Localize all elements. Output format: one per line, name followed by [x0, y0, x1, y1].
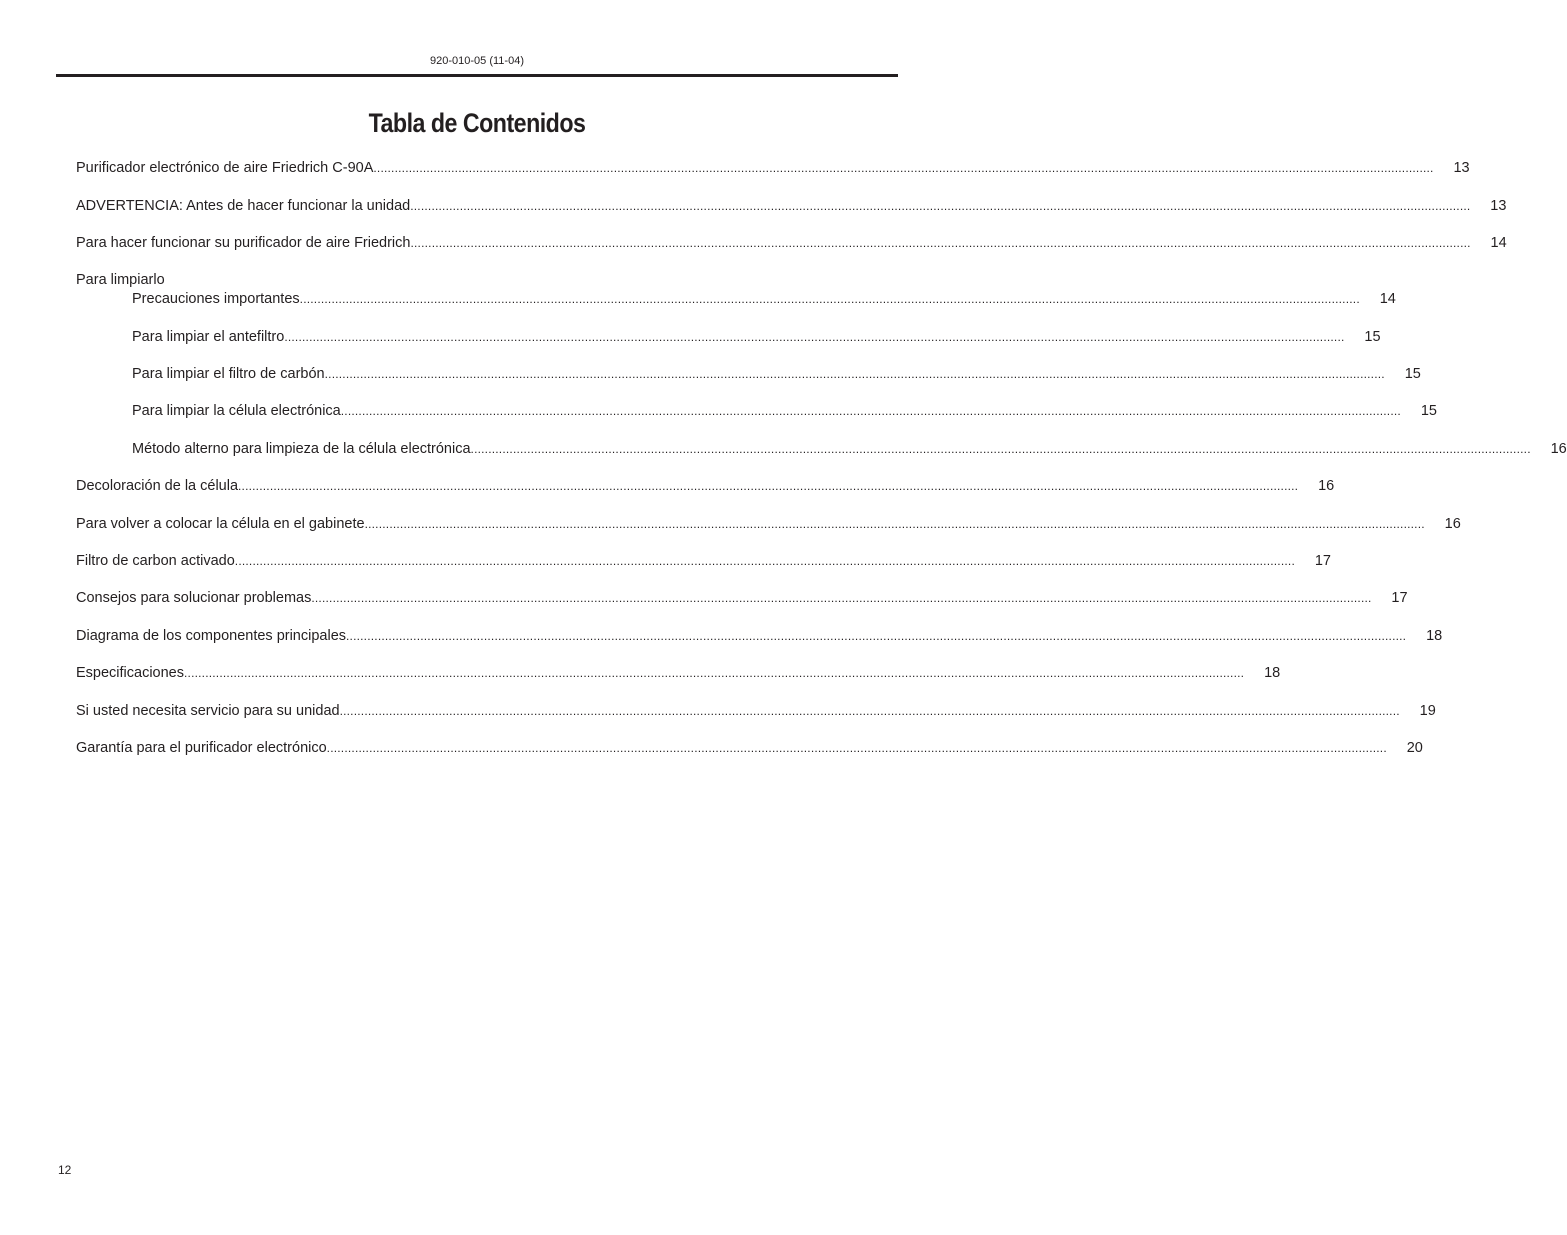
- toc-entry-title: Decoloración de la célula: [76, 478, 239, 494]
- toc-entry-title: Para volver a colocar la célula en el gabinete: [76, 516, 365, 532]
- toc-entry[interactable]: [76, 477, 1335, 495]
- toc-entry[interactable]: [76, 739, 1423, 757]
- toc-entry-page: 15: [1420, 403, 1437, 419]
- toc-entry-title: Método alterno para limpieza de la célula electrónica: [132, 441, 471, 457]
- page-title: Tabla de Contenidos: [368, 108, 586, 138]
- toc-entry-page: 18: [1426, 628, 1443, 644]
- toc-entry-page: 16: [1444, 516, 1461, 532]
- header-rule: [56, 74, 898, 77]
- toc-subentry[interactable]: [132, 290, 1396, 308]
- toc-entry[interactable]: [76, 515, 1461, 533]
- toc-subentry[interactable]: [132, 328, 1381, 346]
- dot-leader: ............................................................................................................................................................................................................................................................................................................: [410, 199, 1471, 213]
- dot-leader: ............................................................................................................................................................................................................................................................................................................: [340, 404, 1401, 418]
- toc-entry-page: 14: [1379, 291, 1396, 307]
- dot-leader: ............................................................................................................................................................................................................................................................................................................: [364, 517, 1425, 531]
- toc-entry-title: Para limpiar la célula electrónica: [132, 403, 341, 419]
- dot-leader: ............................................................................................................................................................................................................................................................................................................: [284, 330, 1345, 344]
- toc-subentry[interactable]: [132, 365, 1421, 383]
- toc-entry[interactable]: [76, 702, 1436, 720]
- toc-entry-page: 13: [1490, 198, 1507, 214]
- toc-entry-title: Para limpiarlo: [76, 272, 165, 288]
- toc-entry-page: 19: [1419, 703, 1436, 719]
- toc-entry-page: 13: [1453, 160, 1470, 176]
- toc-entry-page: 18: [1264, 665, 1281, 681]
- dot-leader: ............................................................................................................................................................................................................................................................................................................: [470, 442, 1531, 456]
- toc-entry-title: Para limpiar el filtro de carbón: [132, 366, 325, 382]
- toc-entry-page: 15: [1404, 366, 1421, 382]
- dot-leader: ............................................................................................................................................................................................................................................................................................................: [324, 367, 1385, 381]
- toc-entry[interactable]: [76, 159, 1470, 177]
- page-number: 12: [58, 1163, 72, 1177]
- toc-entry-page: 16: [1318, 478, 1335, 494]
- toc-entry-title: Para limpiar el antefiltro: [132, 329, 285, 345]
- toc-entry-page: 16: [1550, 441, 1567, 457]
- toc-entry-title: Precauciones importantes: [132, 291, 300, 307]
- toc-entry-page: 20: [1406, 740, 1423, 756]
- dot-leader: ............................................................................................................................................................................................................................................................................................................: [234, 554, 1295, 568]
- toc-entry[interactable]: [76, 664, 1281, 682]
- dot-leader: ............................................................................................................................................................................................................................................................................................................: [238, 479, 1299, 493]
- dot-leader: ............................................................................................................................................................................................................................................................................................................: [373, 161, 1434, 175]
- toc-section-heading: [76, 271, 838, 289]
- toc-subentry[interactable]: [132, 440, 1567, 458]
- toc-entry-title: Garantía para el purificador electrónico: [76, 740, 327, 756]
- document-code: 920-010-05 (11-04): [430, 55, 524, 67]
- toc-entry-title: Diagrama de los componentes principales: [76, 628, 347, 644]
- toc-entry-title: Para hacer funcionar su purificador de aire Friedrich: [76, 235, 411, 251]
- toc-entry-title: Purificador electrónico de aire Friedrich C-90A: [76, 160, 374, 176]
- dot-leader: ............................................................................................................................................................................................................................................................................................................: [346, 629, 1407, 643]
- toc-subentry[interactable]: [132, 402, 1437, 420]
- dot-leader: ............................................................................................................................................................................................................................................................................................................: [326, 741, 1387, 755]
- toc-entry-page: 15: [1364, 329, 1381, 345]
- toc-entry[interactable]: [76, 552, 1331, 570]
- toc-entry-title: ADVERTENCIA: Antes de hacer funcionar la unidad: [76, 198, 411, 214]
- toc-entry[interactable]: [76, 197, 1507, 215]
- toc-entry-title: Si usted necesita servicio para su unidad: [76, 703, 340, 719]
- toc-entry-page: 17: [1391, 590, 1408, 606]
- toc-entry[interactable]: [76, 627, 1443, 645]
- toc-entry[interactable]: [76, 589, 1408, 607]
- dot-leader: ............................................................................................................................................................................................................................................................................................................: [339, 704, 1400, 718]
- toc-entry-page: 14: [1490, 235, 1507, 251]
- toc-entry-page: 17: [1314, 553, 1331, 569]
- toc-entry-title: Consejos para solucionar problemas: [76, 590, 312, 606]
- toc-entry[interactable]: [76, 234, 1507, 252]
- dot-leader: ............................................................................................................................................................................................................................................................................................................: [299, 292, 1360, 306]
- toc-entry-title: Filtro de carbon activado: [76, 553, 235, 569]
- dot-leader: ............................................................................................................................................................................................................................................................................................................: [410, 236, 1471, 250]
- dot-leader: ............................................................................................................................................................................................................................................................................................................: [311, 591, 1372, 605]
- toc-entry-title: Especificaciones: [76, 665, 184, 681]
- dot-leader: ............................................................................................................................................................................................................................................................................................................: [184, 666, 1245, 680]
